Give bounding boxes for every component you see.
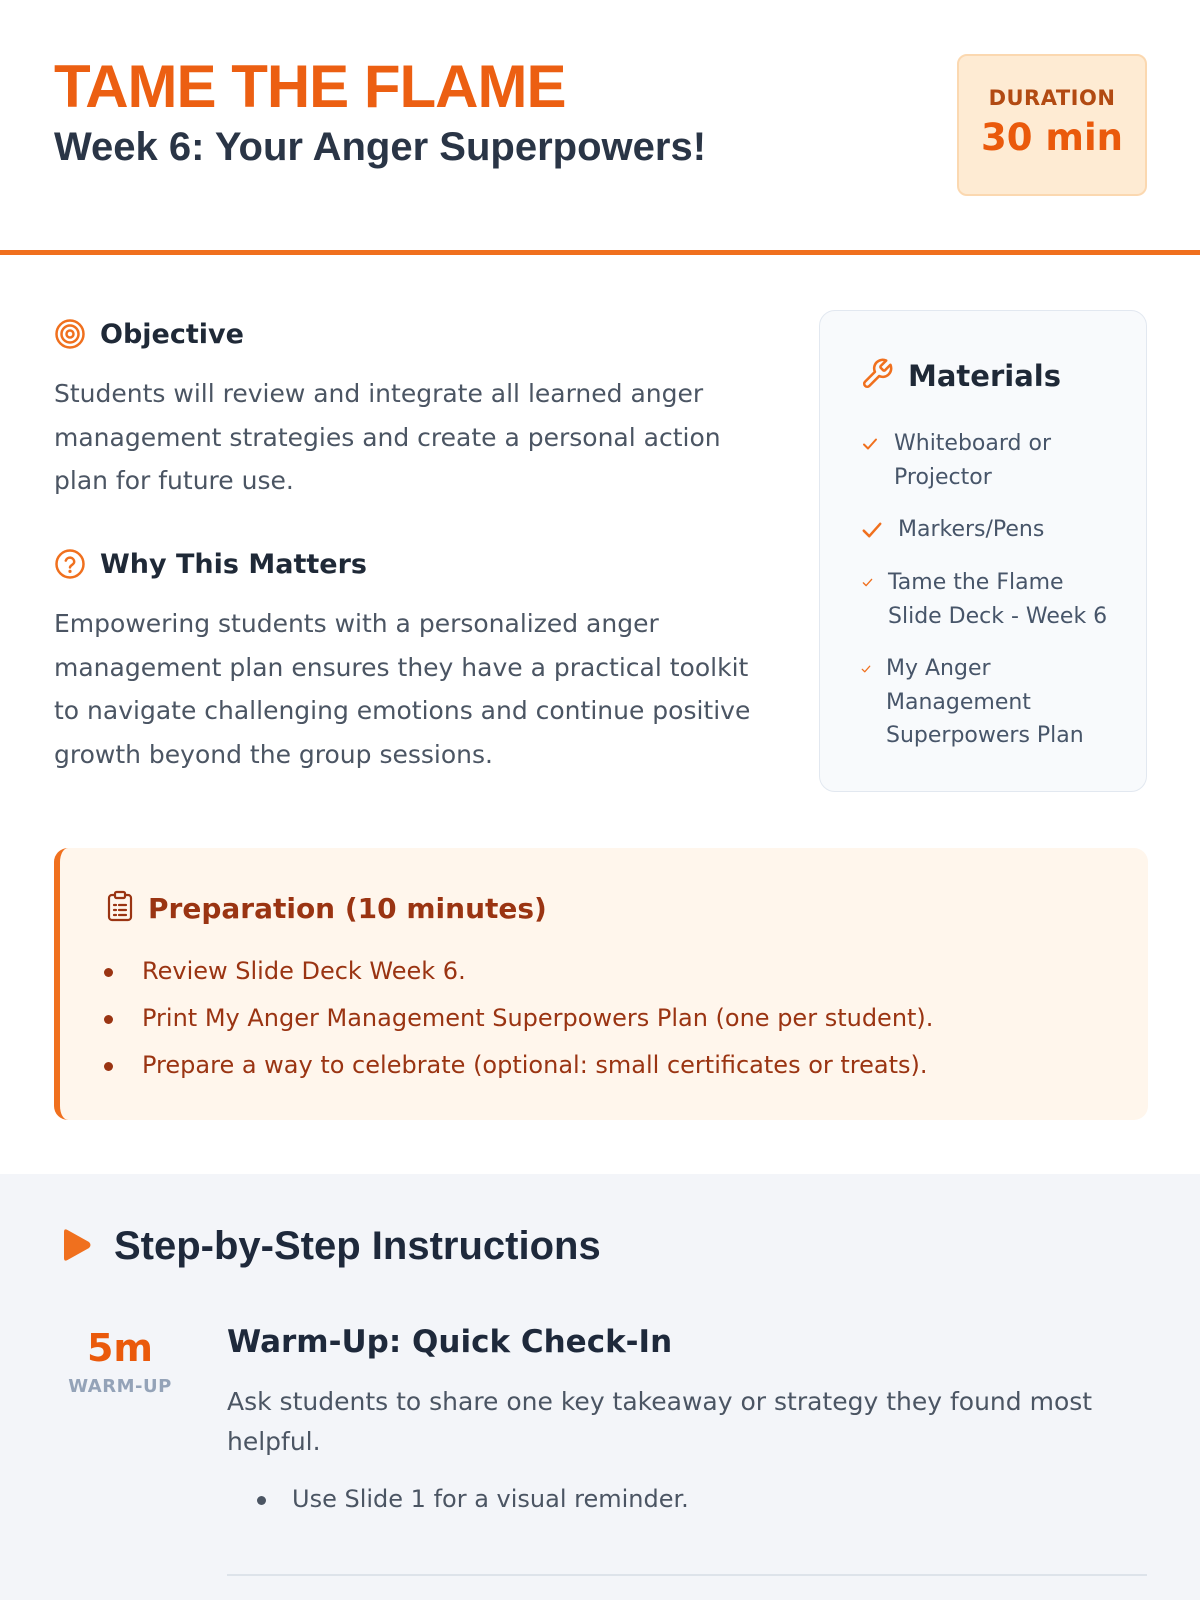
- page-title: TAME THE FLAME: [54, 53, 566, 120]
- duration-badge: [957, 54, 1147, 196]
- clipboard-icon: [106, 890, 134, 926]
- why-text: Empowering students with a personalized anger management plan ensures they have a practical toolkit to navigate challenging emotions and continue positive growth beyond the group sessions.: [54, 609, 751, 769]
- preparation-item: Review Slide Deck Week 6.: [142, 948, 933, 995]
- objective-title: Objective: [100, 318, 244, 350]
- materials-item-label: Markers/Pens: [898, 517, 1045, 542]
- play-icon: [58, 1226, 94, 1268]
- duration-value: 30 min: [981, 116, 1123, 159]
- preparation-list: [142, 948, 933, 1089]
- question-circle-icon: [54, 548, 86, 580]
- materials-item: [860, 427, 1080, 494]
- instructions-title: Step-by-Step Instructions: [114, 1224, 601, 1268]
- why-heading: [54, 548, 367, 580]
- lesson-header: [0, 0, 1200, 255]
- preparation-callout: [54, 848, 1148, 1120]
- page-subtitle: Week 6: Your Anger Superpowers!: [54, 125, 707, 169]
- objective-heading: [54, 318, 244, 350]
- step-time-value: 5m: [86, 1326, 154, 1370]
- materials-heading: [860, 357, 1061, 395]
- check-icon: [860, 566, 874, 599]
- materials-panel: [819, 310, 1147, 792]
- step-description: Ask students to share one key takeaway or strategy they found most helpful.: [227, 1387, 1093, 1456]
- preparation-heading: [106, 890, 547, 926]
- step-bullet: Use Slide 1 for a visual reminder.: [292, 1479, 1127, 1519]
- instructions-section: [0, 1174, 1200, 1600]
- step-duration: [54, 1326, 186, 1397]
- instructions-heading: [58, 1224, 601, 1269]
- step-divider: [227, 1574, 1147, 1576]
- materials-item-label: My Anger Management Superpowers Plan: [886, 656, 1084, 748]
- step-phase-label: WARM-UP: [68, 1376, 172, 1397]
- objective-text: Students will review and integrate all learned anger management strategies and create a personal action plan for future use.: [54, 379, 721, 495]
- preparation-item: Print My Anger Management Superpowers Plan (one per student).: [142, 995, 933, 1042]
- preparation-item: Prepare a way to celebrate (optional: small certificates or treats).: [142, 1042, 933, 1089]
- check-icon: [860, 427, 880, 460]
- check-icon: [860, 513, 884, 546]
- target-icon: [54, 318, 86, 350]
- step-title: Warm-Up: Quick Check-In: [227, 1324, 673, 1360]
- materials-title: Materials: [908, 359, 1061, 393]
- wrench-icon: [860, 357, 894, 395]
- preparation-title: Preparation (10 minutes): [148, 891, 547, 925]
- materials-item-label: Tame the Flame Slide Deck - Week 6: [888, 570, 1108, 629]
- step-bullet-list: [227, 1479, 1127, 1519]
- materials-item: [860, 566, 1110, 633]
- step-content: [227, 1324, 1127, 1519]
- materials-item-label: Whiteboard or Projector: [894, 431, 1051, 490]
- duration-label: DURATION: [988, 86, 1116, 110]
- materials-item: [860, 652, 1100, 753]
- materials-item: [860, 513, 1110, 547]
- check-icon: [860, 652, 872, 685]
- why-title: Why This Matters: [100, 548, 367, 580]
